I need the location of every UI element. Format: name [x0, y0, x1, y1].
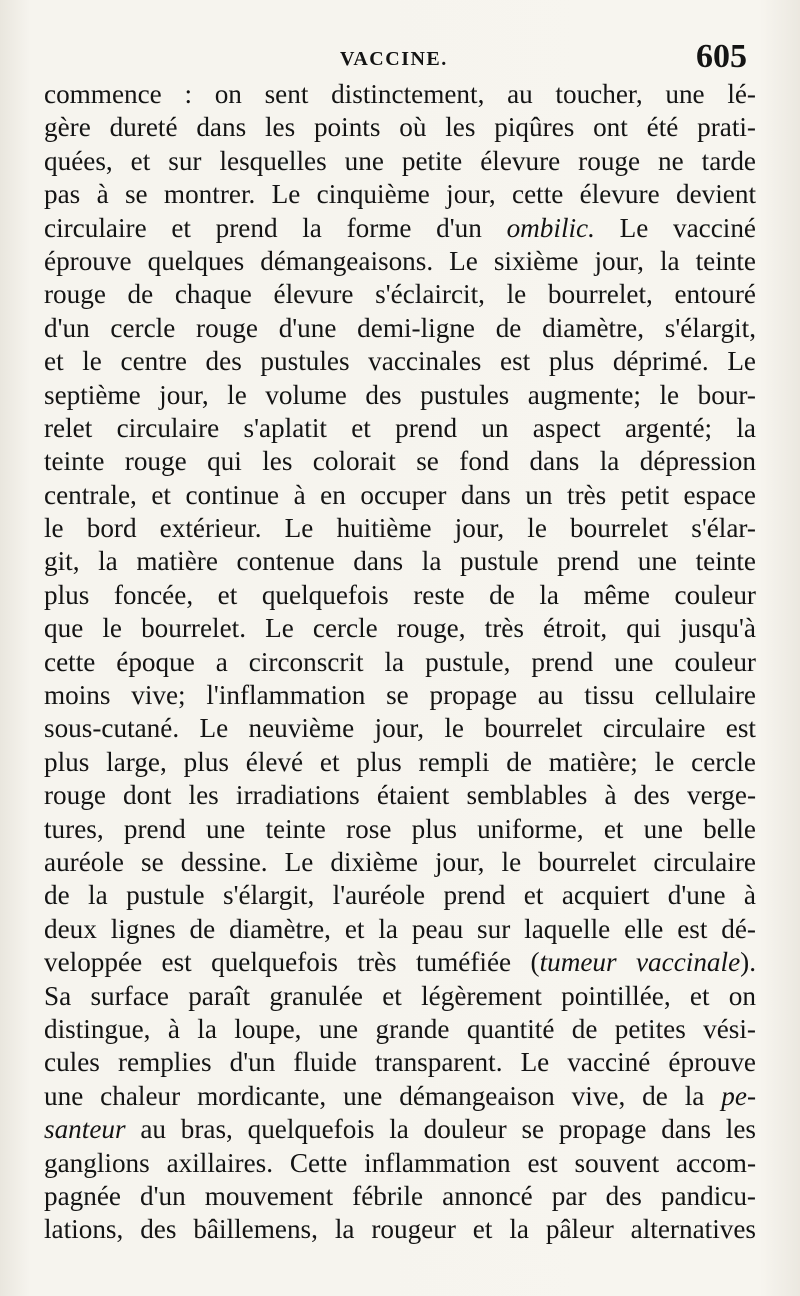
text-line: [44, 679, 756, 712]
text-run: deux lignes de diamètre, et la peau sur laquelle elle est dé-: [44, 913, 756, 944]
text-run: commence : on sent distinctement, au toucher, une lé-: [44, 79, 756, 109]
text-line: [44, 1180, 756, 1213]
text-run: pas à se montrer. Le cinquième jour, cette élevure devient: [44, 179, 756, 210]
text-line: [44, 145, 756, 178]
text-run: rouge dont les irradiations étaient semblables à des verge-: [44, 780, 756, 811]
text-line: [44, 1113, 756, 1146]
text-line: [44, 1147, 756, 1180]
text-run: distingue, à la loupe, une grande quantité de petites vési-: [44, 1013, 756, 1044]
text-run: sous-cutané. Le neuvième jour, le bourrelet circulaire est: [44, 713, 756, 744]
text-run: plus foncée, et quelquefois reste de la même couleur: [44, 579, 756, 610]
page-number: 605: [696, 38, 747, 75]
text-line: [44, 813, 756, 846]
text-line: [44, 212, 756, 245]
italic-text: ombilic.: [506, 212, 595, 243]
text-line: [44, 545, 756, 578]
text-run: moins vive; l'inflammation se propage au tissu cellulaire: [44, 680, 756, 711]
text-line: [44, 512, 756, 545]
text-run: septième jour, le volume des pustules augmente; le bour-: [44, 379, 756, 410]
text-line: [44, 312, 756, 345]
text-line: [44, 412, 756, 445]
text-run: centrale, et continue à en occuper dans un très petit espace: [44, 479, 756, 510]
text-run: éprouve quelques démangeaisons. Le sixième jour, la teinte: [44, 245, 756, 276]
text-line: [44, 278, 756, 311]
text-run: d'un cercle rouge d'une demi-ligne de diamètre, s'élargit,: [44, 312, 756, 343]
italic-text: tumeur vaccinale: [539, 947, 741, 978]
text-run: cules remplies d'un fluide transparent. Le vacciné éprouve: [44, 1047, 756, 1078]
text-run: de la pustule s'élargit, l'auréole prend et acquiert d'une à: [44, 880, 756, 911]
text-line: [44, 579, 756, 612]
text-run: circulaire et prend la forme d'un: [44, 212, 507, 243]
text-line: [44, 712, 756, 745]
text-line: [44, 980, 756, 1013]
text-line: [44, 78, 756, 111]
text-run: quées, et sur lesquelles une petite élevure rouge ne tarde: [44, 145, 756, 176]
text-run: le bord extérieur. Le huitième jour, le bourrelet s'élar-: [44, 513, 756, 544]
text-run: cette époque a circonscrit la pustule, prend une couleur: [44, 646, 756, 677]
text-run: rouge de chaque élevure s'éclaircit, le bourrelet, entouré: [44, 279, 756, 310]
text-line: [44, 1080, 756, 1113]
text-run: Sa surface paraît granulée et légèrement pointillée, et on: [44, 980, 756, 1011]
text-line: [44, 245, 756, 278]
text-line: [44, 1046, 756, 1079]
text-line: [44, 479, 756, 512]
text-line: [44, 846, 756, 879]
text-run: que le bourrelet. Le cercle rouge, très étroit, qui jusqu'à: [44, 613, 756, 644]
italic-text: santeur: [44, 1114, 126, 1145]
text-run: tures, prend une teinte rose plus uniforme, et une belle: [44, 813, 756, 844]
text-run: ).: [740, 947, 756, 978]
text-line: [44, 646, 756, 679]
text-run: auréole se dessine. Le dixième jour, le bourrelet circulaire: [44, 846, 756, 877]
text-run: au bras, quelquefois la douleur se propage dans les: [125, 1114, 756, 1145]
text-run: plus large, plus élevé et plus rempli de matière; le cercle: [44, 746, 756, 777]
text-line: [44, 379, 756, 412]
running-title: VACCINE.: [340, 48, 448, 70]
text-line: [44, 1013, 756, 1046]
text-run: gère dureté dans les points où les piqûres ont été prati-: [44, 112, 756, 143]
text-run: git, la matière contenue dans la pustule prend une teinte: [44, 546, 756, 577]
text-line: [44, 779, 756, 812]
text-line: [44, 345, 756, 378]
text-line: [44, 445, 756, 478]
body-text: [44, 78, 756, 1247]
text-run: une chaleur mordicante, une démangeaison vive, de la: [44, 1080, 722, 1111]
text-run: teinte rouge qui les colorait se fond dans la dépression: [44, 446, 756, 477]
text-run: ganglions axillaires. Cette inflammation est souvent accom-: [44, 1147, 756, 1178]
text-line: [44, 178, 756, 211]
text-line: [44, 913, 756, 946]
text-run: Le vacciné: [594, 212, 757, 243]
text-line: [44, 111, 756, 144]
text-run: relet circulaire s'aplatit et prend un aspect argenté; la: [44, 412, 756, 443]
text-line: [44, 879, 756, 912]
text-run: veloppée est quelquefois très tuméfiée (: [44, 947, 540, 978]
text-line: [44, 1213, 756, 1246]
italic-text: pe-: [721, 1080, 756, 1111]
text-line: [44, 746, 756, 779]
text-run: lations, des bâillemens, la rougeur et la pâleur alternatives: [44, 1214, 756, 1245]
text-run: et le centre des pustules vaccinales est plus déprimé. Le: [44, 346, 756, 377]
text-line: [44, 612, 756, 645]
text-line: [44, 946, 756, 979]
text-run: pagnée d'un mouvement fébrile annoncé par des pandicu-: [44, 1180, 756, 1211]
